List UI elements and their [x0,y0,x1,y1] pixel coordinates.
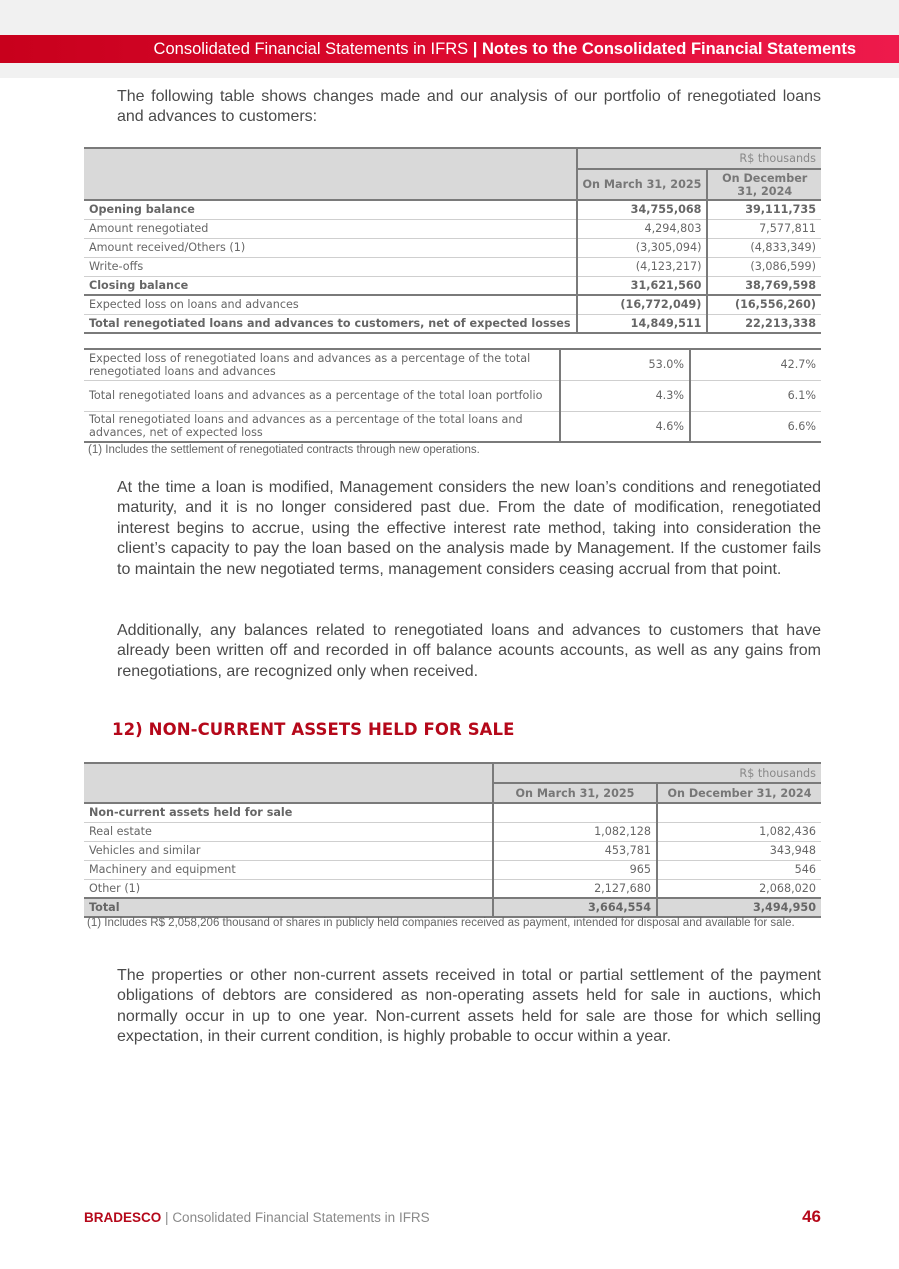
row-value-march-2025: 4,294,803 [577,219,708,238]
intro-paragraph: The following table shows changes made and our analysis of our portfolio of renegotiated loans and advances to customers: [117,88,821,126]
row-value-march-2025: 34,755,068 [577,200,708,219]
row-value-december-2024: (3,086,599) [707,257,821,276]
table-row [84,276,821,295]
row-value-march-2025: (3,305,094) [577,238,708,257]
table-unit-label: R$ thousands [577,148,821,169]
row-label: Expected loss of renegotiated loans and advances as a percentage of the total renegotiated loans and advances [84,349,560,380]
empty-cell [657,803,821,822]
column-header-december-2024: On December 31, 2024 [657,783,821,803]
row-label: Total renegotiated loans and advances to customers, net of expected losses [84,314,577,333]
table-row [84,879,821,898]
row-value-december-2024: 6.6% [690,411,821,442]
row-value-december-2024: 22,213,338 [707,314,821,333]
table-group-row [84,803,821,822]
total-value-december-2024: 3,494,950 [657,898,821,917]
row-value-march-2025: 53.0% [560,349,690,380]
row-label: Machinery and equipment [84,860,493,879]
row-value-march-2025: 14,849,511 [577,314,708,333]
page-footer [84,1207,821,1230]
table-row [84,219,821,238]
row-value-march-2025: 1,082,128 [493,822,657,841]
page-header-bar [0,35,899,63]
table-unit-label: R$ thousands [493,763,821,783]
empty-cell [493,803,657,822]
row-label: Total renegotiated loans and advances as a percentage of the total loan portfolio [84,380,560,411]
table-row [84,295,821,314]
header-document-title: Consolidated Financial Statements in IFRS [153,40,469,58]
row-value-december-2024: (4,833,349) [707,238,821,257]
row-label: Total renegotiated loans and advances as a percentage of the total loans and advances, net of expected loss [84,411,560,442]
row-value-march-2025: 965 [493,860,657,879]
row-label: Write-offs [84,257,577,276]
table-row [84,860,821,879]
row-value-march-2025: (4,123,217) [577,257,708,276]
row-label: Closing balance [84,276,577,295]
total-value-march-2025: 3,664,554 [493,898,657,917]
column-header-december-2024: On December 31, 2024 [707,169,821,200]
table-row [84,257,821,276]
table-row [84,238,821,257]
table-row [84,380,821,411]
section-heading [112,720,515,739]
table-unit-row [84,763,821,783]
row-value-december-2024: 6.1% [690,380,821,411]
table-footnote: (1) Includes the settlement of renegotiated contracts through new operations. [88,444,480,456]
row-value-december-2024: 343,948 [657,841,821,860]
table-row [84,822,821,841]
footer-brand: BRADESCO [84,1210,162,1225]
table-footnote: (1) Includes R$ 2,058,206 thousand of shares in publicly held companies received as payment, intended for disposal and available for sale. [87,917,795,929]
table-row [84,349,821,380]
row-label: Amount renegotiated [84,219,577,238]
group-label: Non-current assets held for sale [89,806,293,820]
table-unit-row [84,148,821,169]
row-label: Real estate [84,822,493,841]
section-title-text: NON-CURRENT ASSETS HELD FOR SALE [148,720,515,739]
renegotiated-loans-table [84,147,821,334]
header-section-title: Notes to the Consolidated Financial Statements [481,40,856,58]
row-label: Expected loss on loans and advances [84,295,577,314]
row-label: Amount received/Others (1) [84,238,577,257]
page-number: 46 [802,1207,821,1226]
row-label: Vehicles and similar [84,841,493,860]
row-value-march-2025: 2,127,680 [493,879,657,898]
table-row [84,200,821,219]
assets-held-for-sale-table [84,762,821,918]
row-label: Opening balance [84,200,577,219]
footer-separator: | [165,1210,169,1225]
row-value-december-2024: 38,769,598 [707,276,821,295]
body-paragraph: Additionally, any balances related to renegotiated loans and advances to customers that have already been written off and recorded in off balance acounts accounts, as well as any gains from renegotiations, are recognized only when received. [117,622,821,680]
row-value-december-2024: 2,068,020 [657,879,821,898]
total-label: Total [84,898,493,917]
row-value-march-2025: 4.3% [560,380,690,411]
table-header-blank [84,763,493,803]
table-row [84,841,821,860]
row-value-december-2024: (16,556,260) [707,295,821,314]
table-header-blank [84,148,577,200]
header-separator: | [472,40,478,58]
column-header-march-2025: On March 31, 2025 [493,783,657,803]
table-row [84,411,821,442]
row-value-march-2025: 4.6% [560,411,690,442]
row-value-december-2024: 546 [657,860,821,879]
closing-paragraph: The properties or other non-current assets received in total or partial settlement of the payment obligations of debtors are considered as non-operating assets held for sale in auctions, which normally occur in up to one year. Non-current assets held for sale are those for which selling expectation, in their current condition, is highly probable to occur within a year. [117,967,821,1046]
row-label: Other (1) [84,879,493,898]
table-row [84,314,821,333]
row-value-december-2024: 1,082,436 [657,822,821,841]
row-value-march-2025: (16,772,049) [577,295,708,314]
row-value-december-2024: 42.7% [690,349,821,380]
row-value-march-2025: 453,781 [493,841,657,860]
renegotiated-ratios-table [84,348,821,443]
body-paragraph: At the time a loan is modified, Management considers the new loan’s conditions and renegotiated maturity, and it is no longer considered past due. From the date of modification, renegotiated interest begins to accrue, using the effective interest rate method, taking into consideration the client’s capacity to pay the loan based on the analysis made by Management. If the customer fails to maintain the new negotiated terms, management considers ceasing accrual from that point. [117,479,821,578]
row-value-december-2024: 7,577,811 [707,219,821,238]
row-value-december-2024: 39,111,735 [707,200,821,219]
section-number: 12) [112,720,143,739]
column-header-march-2025: On March 31, 2025 [577,169,708,200]
footer-document-title: Consolidated Financial Statements in IFRS [172,1210,430,1225]
row-value-march-2025: 31,621,560 [577,276,708,295]
table-total-row [84,898,821,917]
